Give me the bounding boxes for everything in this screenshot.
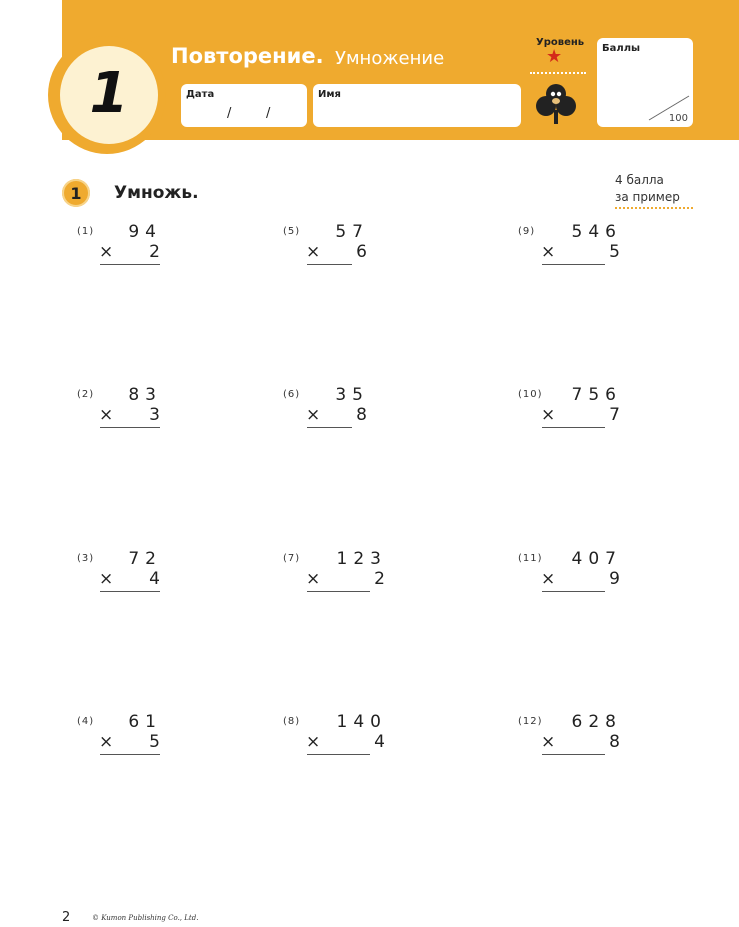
multiplicand: 123 — [336, 549, 387, 569]
answer-line — [100, 754, 160, 755]
multiplier: 9 — [609, 569, 620, 589]
problem-label: (9) — [518, 226, 536, 237]
multiplicand: 628 — [571, 712, 622, 732]
times-sign: × — [99, 569, 114, 589]
multiplicand: 35 — [335, 385, 369, 405]
problem-label: (12) — [518, 716, 543, 727]
multiplicand: 83 — [128, 385, 162, 405]
points-note — [615, 172, 680, 206]
multiplicand: 546 — [571, 222, 622, 242]
multiplier: 8 — [609, 732, 620, 752]
times-sign: × — [306, 732, 321, 752]
problem-label: (1) — [77, 226, 95, 237]
times-sign: × — [99, 405, 114, 425]
name-field[interactable] — [313, 84, 521, 127]
problem-label: (4) — [77, 716, 95, 727]
multiplier: 4 — [149, 569, 160, 589]
score-label: Баллы — [602, 43, 641, 54]
date-separator: / — [227, 106, 232, 121]
instruction-text: Умножь. — [114, 183, 199, 203]
clover-mascot-icon — [535, 82, 577, 126]
answer-line — [307, 754, 370, 755]
answer-line — [100, 591, 160, 592]
multiplier: 5 — [149, 732, 160, 752]
times-sign: × — [541, 569, 556, 589]
problem-label: (2) — [77, 389, 95, 400]
answer-line — [542, 427, 605, 428]
name-label: Имя — [318, 89, 341, 100]
problem-item[interactable] — [15, 222, 162, 272]
problem-item[interactable] — [15, 549, 162, 599]
level-label: Уровень — [536, 37, 585, 48]
multiplicand: 57 — [335, 222, 369, 242]
lesson-number: 1 — [89, 60, 129, 126]
multiplier: 5 — [609, 242, 620, 262]
times-sign: × — [541, 732, 556, 752]
problem-item[interactable] — [240, 712, 387, 762]
times-sign: × — [306, 569, 321, 589]
answer-line — [542, 754, 605, 755]
multiplicand: 94 — [128, 222, 162, 242]
problem-item[interactable] — [15, 712, 162, 762]
page-subtitle: Умножение — [335, 48, 445, 69]
answer-line — [307, 591, 370, 592]
multiplicand: 72 — [128, 549, 162, 569]
problem-item[interactable] — [475, 712, 622, 762]
date-field[interactable] — [181, 84, 307, 127]
problem-label: (7) — [283, 553, 301, 564]
times-sign: × — [99, 732, 114, 752]
problem-item[interactable] — [475, 222, 622, 272]
problem-item[interactable] — [475, 549, 622, 599]
problem-label: (11) — [518, 553, 543, 564]
problem-label: (6) — [283, 389, 301, 400]
multiplier: 8 — [356, 405, 367, 425]
page-number: 2 — [62, 910, 71, 925]
level-divider — [530, 72, 586, 74]
multiplicand: 756 — [571, 385, 622, 405]
date-label: Дата — [186, 89, 215, 100]
answer-line — [542, 264, 605, 265]
times-sign: × — [541, 405, 556, 425]
problem-item[interactable] — [222, 222, 369, 272]
times-sign: × — [306, 242, 321, 262]
problem-item[interactable] — [240, 549, 387, 599]
times-sign: × — [99, 242, 114, 262]
section-number: 1 — [62, 179, 90, 207]
points-underline — [615, 207, 693, 209]
problem-label: (5) — [283, 226, 301, 237]
problem-label: (8) — [283, 716, 301, 727]
problem-item[interactable] — [475, 385, 622, 435]
problem-label: (3) — [77, 553, 95, 564]
answer-line — [100, 427, 160, 428]
date-separator: / — [266, 106, 271, 121]
lesson-badge — [60, 46, 158, 144]
answer-line — [307, 427, 352, 428]
star-icon: ★ — [546, 46, 563, 67]
points-line: 4 балла — [615, 173, 664, 187]
times-sign: × — [306, 405, 321, 425]
times-sign: × — [541, 242, 556, 262]
points-line: за пример — [615, 190, 680, 204]
multiplicand: 407 — [571, 549, 622, 569]
multiplier: 4 — [374, 732, 385, 752]
page-title: Повторение. — [171, 44, 324, 68]
multiplier: 2 — [374, 569, 385, 589]
answer-line — [100, 264, 160, 265]
multiplier: 2 — [149, 242, 160, 262]
problem-item[interactable] — [222, 385, 369, 435]
multiplicand: 61 — [128, 712, 162, 732]
answer-line — [542, 591, 605, 592]
score-max: 100 — [668, 113, 688, 124]
multiplier: 7 — [609, 405, 620, 425]
problem-item[interactable] — [15, 385, 162, 435]
problem-label: (10) — [518, 389, 543, 400]
score-box[interactable] — [597, 38, 693, 127]
multiplier: 3 — [149, 405, 160, 425]
copyright-text: © Kumon Publishing Co., Ltd. — [92, 914, 199, 922]
multiplier: 6 — [356, 242, 367, 262]
answer-line — [307, 264, 352, 265]
multiplicand: 140 — [336, 712, 387, 732]
